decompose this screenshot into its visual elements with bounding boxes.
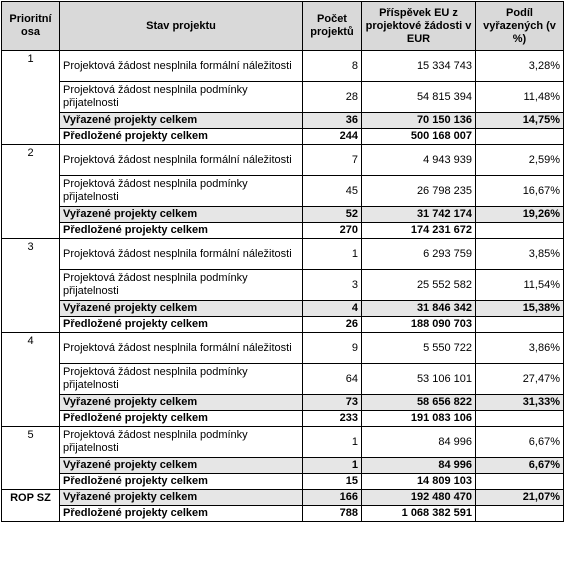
cell-podil (476, 129, 564, 145)
cell-podil: 11,54% (476, 270, 564, 301)
cell-prispevek: 26 798 235 (362, 176, 476, 207)
summary-submitted-row (2, 506, 564, 522)
excluded-total-row (2, 113, 564, 129)
cell-podil (476, 506, 564, 522)
cell-podil: 3,28% (476, 51, 564, 82)
table-row (2, 51, 564, 82)
cell-stav: Vyřazené projekty celkem (60, 207, 303, 223)
cell-prispevek: 70 150 136 (362, 113, 476, 129)
cell-prispevek: 6 293 759 (362, 239, 476, 270)
cell-pocet: 3 (303, 270, 362, 301)
cell-stav: Předložené projekty celkem (60, 474, 303, 490)
priority-axis-cell: 3 (2, 239, 60, 333)
cell-pocet: 233 (303, 411, 362, 427)
excluded-total-row (2, 301, 564, 317)
cell-pocet: 26 (303, 317, 362, 333)
cell-pocet: 166 (303, 490, 362, 506)
header-pocet: Počet projektů (303, 2, 362, 51)
cell-prispevek: 53 106 101 (362, 364, 476, 395)
cell-pocet: 1 (303, 427, 362, 458)
cell-prispevek: 500 168 007 (362, 129, 476, 145)
cell-stav: Projektová žádost nesplnila podmínky přijatelnosti (60, 176, 303, 207)
cell-stav: Projektová žádost nesplnila formální náležitosti (60, 145, 303, 176)
table-row (2, 145, 564, 176)
priority-axis-cell: 5 (2, 427, 60, 490)
table-row (2, 176, 564, 207)
submitted-total-row (2, 223, 564, 239)
header-osa: Prioritní osa (2, 2, 60, 51)
cell-stav: Projektová žádost nesplnila formální náležitosti (60, 333, 303, 364)
table-row (2, 364, 564, 395)
cell-podil: 31,33% (476, 395, 564, 411)
table-row (2, 333, 564, 364)
cell-pocet: 28 (303, 82, 362, 113)
submitted-total-row (2, 129, 564, 145)
header-podil: Podíl vyřazených (v %) (476, 2, 564, 51)
cell-pocet: 1 (303, 458, 362, 474)
cell-podil (476, 411, 564, 427)
submitted-total-row (2, 411, 564, 427)
header-prispevek: Příspěvek EU z projektové žádosti v EUR (362, 2, 476, 51)
cell-stav: Vyřazené projekty celkem (60, 113, 303, 129)
excluded-total-row (2, 458, 564, 474)
cell-stav: Projektová žádost nesplnila podmínky přijatelnosti (60, 364, 303, 395)
cell-stav: Vyřazené projekty celkem (60, 395, 303, 411)
cell-podil: 21,07% (476, 490, 564, 506)
cell-prispevek: 31 846 342 (362, 301, 476, 317)
submitted-total-row (2, 317, 564, 333)
cell-pocet: 270 (303, 223, 362, 239)
cell-podil: 16,67% (476, 176, 564, 207)
cell-podil: 2,59% (476, 145, 564, 176)
projects-table (1, 1, 564, 522)
cell-podil (476, 474, 564, 490)
cell-pocet: 7 (303, 145, 362, 176)
cell-pocet: 4 (303, 301, 362, 317)
cell-pocet: 52 (303, 207, 362, 223)
cell-prispevek: 5 550 722 (362, 333, 476, 364)
cell-podil (476, 223, 564, 239)
cell-prispevek: 192 480 470 (362, 490, 476, 506)
cell-stav: Předložené projekty celkem (60, 506, 303, 522)
cell-pocet: 788 (303, 506, 362, 522)
cell-prispevek: 54 815 394 (362, 82, 476, 113)
cell-podil: 14,75% (476, 113, 564, 129)
cell-prispevek: 84 996 (362, 427, 476, 458)
cell-prispevek: 4 943 939 (362, 145, 476, 176)
priority-axis-cell: 4 (2, 333, 60, 427)
cell-pocet: 36 (303, 113, 362, 129)
priority-axis-cell: 1 (2, 51, 60, 145)
cell-pocet: 15 (303, 474, 362, 490)
cell-prispevek: 25 552 582 (362, 270, 476, 301)
cell-podil: 15,38% (476, 301, 564, 317)
cell-pocet: 9 (303, 333, 362, 364)
cell-stav: Předložené projekty celkem (60, 411, 303, 427)
cell-prispevek: 14 809 103 (362, 474, 476, 490)
cell-podil: 3,85% (476, 239, 564, 270)
cell-prispevek: 58 656 822 (362, 395, 476, 411)
cell-pocet: 45 (303, 176, 362, 207)
cell-podil: 6,67% (476, 458, 564, 474)
cell-stav: Předložené projekty celkem (60, 223, 303, 239)
cell-pocet: 1 (303, 239, 362, 270)
excluded-total-row (2, 207, 564, 223)
cell-podil: 3,86% (476, 333, 564, 364)
summary-axis-cell: ROP SZ (2, 490, 60, 522)
cell-stav: Projektová žádost nesplnila podmínky přijatelnosti (60, 427, 303, 458)
cell-prispevek: 31 742 174 (362, 207, 476, 223)
header-stav: Stav projektu (60, 2, 303, 51)
table-row (2, 270, 564, 301)
submitted-total-row (2, 474, 564, 490)
cell-pocet: 64 (303, 364, 362, 395)
cell-prispevek: 191 083 106 (362, 411, 476, 427)
cell-prispevek: 174 231 672 (362, 223, 476, 239)
cell-podil: 19,26% (476, 207, 564, 223)
table-body (2, 51, 564, 522)
cell-pocet: 73 (303, 395, 362, 411)
table-row (2, 239, 564, 270)
cell-stav: Předložené projekty celkem (60, 129, 303, 145)
cell-stav: Vyřazené projekty celkem (60, 301, 303, 317)
cell-podil: 11,48% (476, 82, 564, 113)
cell-podil (476, 317, 564, 333)
cell-prispevek: 188 090 703 (362, 317, 476, 333)
summary-excluded-row (2, 490, 564, 506)
cell-stav: Projektová žádost nesplnila formální náležitosti (60, 51, 303, 82)
table-row (2, 82, 564, 113)
cell-pocet: 244 (303, 129, 362, 145)
excluded-total-row (2, 395, 564, 411)
cell-prispevek: 15 334 743 (362, 51, 476, 82)
cell-podil: 6,67% (476, 427, 564, 458)
cell-stav: Projektová žádost nesplnila podmínky přijatelnosti (60, 270, 303, 301)
table-row (2, 427, 564, 458)
header-row (2, 2, 564, 51)
priority-axis-cell: 2 (2, 145, 60, 239)
cell-prispevek: 84 996 (362, 458, 476, 474)
cell-stav: Projektová žádost nesplnila podmínky přijatelnosti (60, 82, 303, 113)
cell-stav: Vyřazené projekty celkem (60, 490, 303, 506)
cell-prispevek: 1 068 382 591 (362, 506, 476, 522)
cell-stav: Vyřazené projekty celkem (60, 458, 303, 474)
cell-stav: Předložené projekty celkem (60, 317, 303, 333)
cell-stav: Projektová žádost nesplnila formální náležitosti (60, 239, 303, 270)
cell-pocet: 8 (303, 51, 362, 82)
cell-podil: 27,47% (476, 364, 564, 395)
